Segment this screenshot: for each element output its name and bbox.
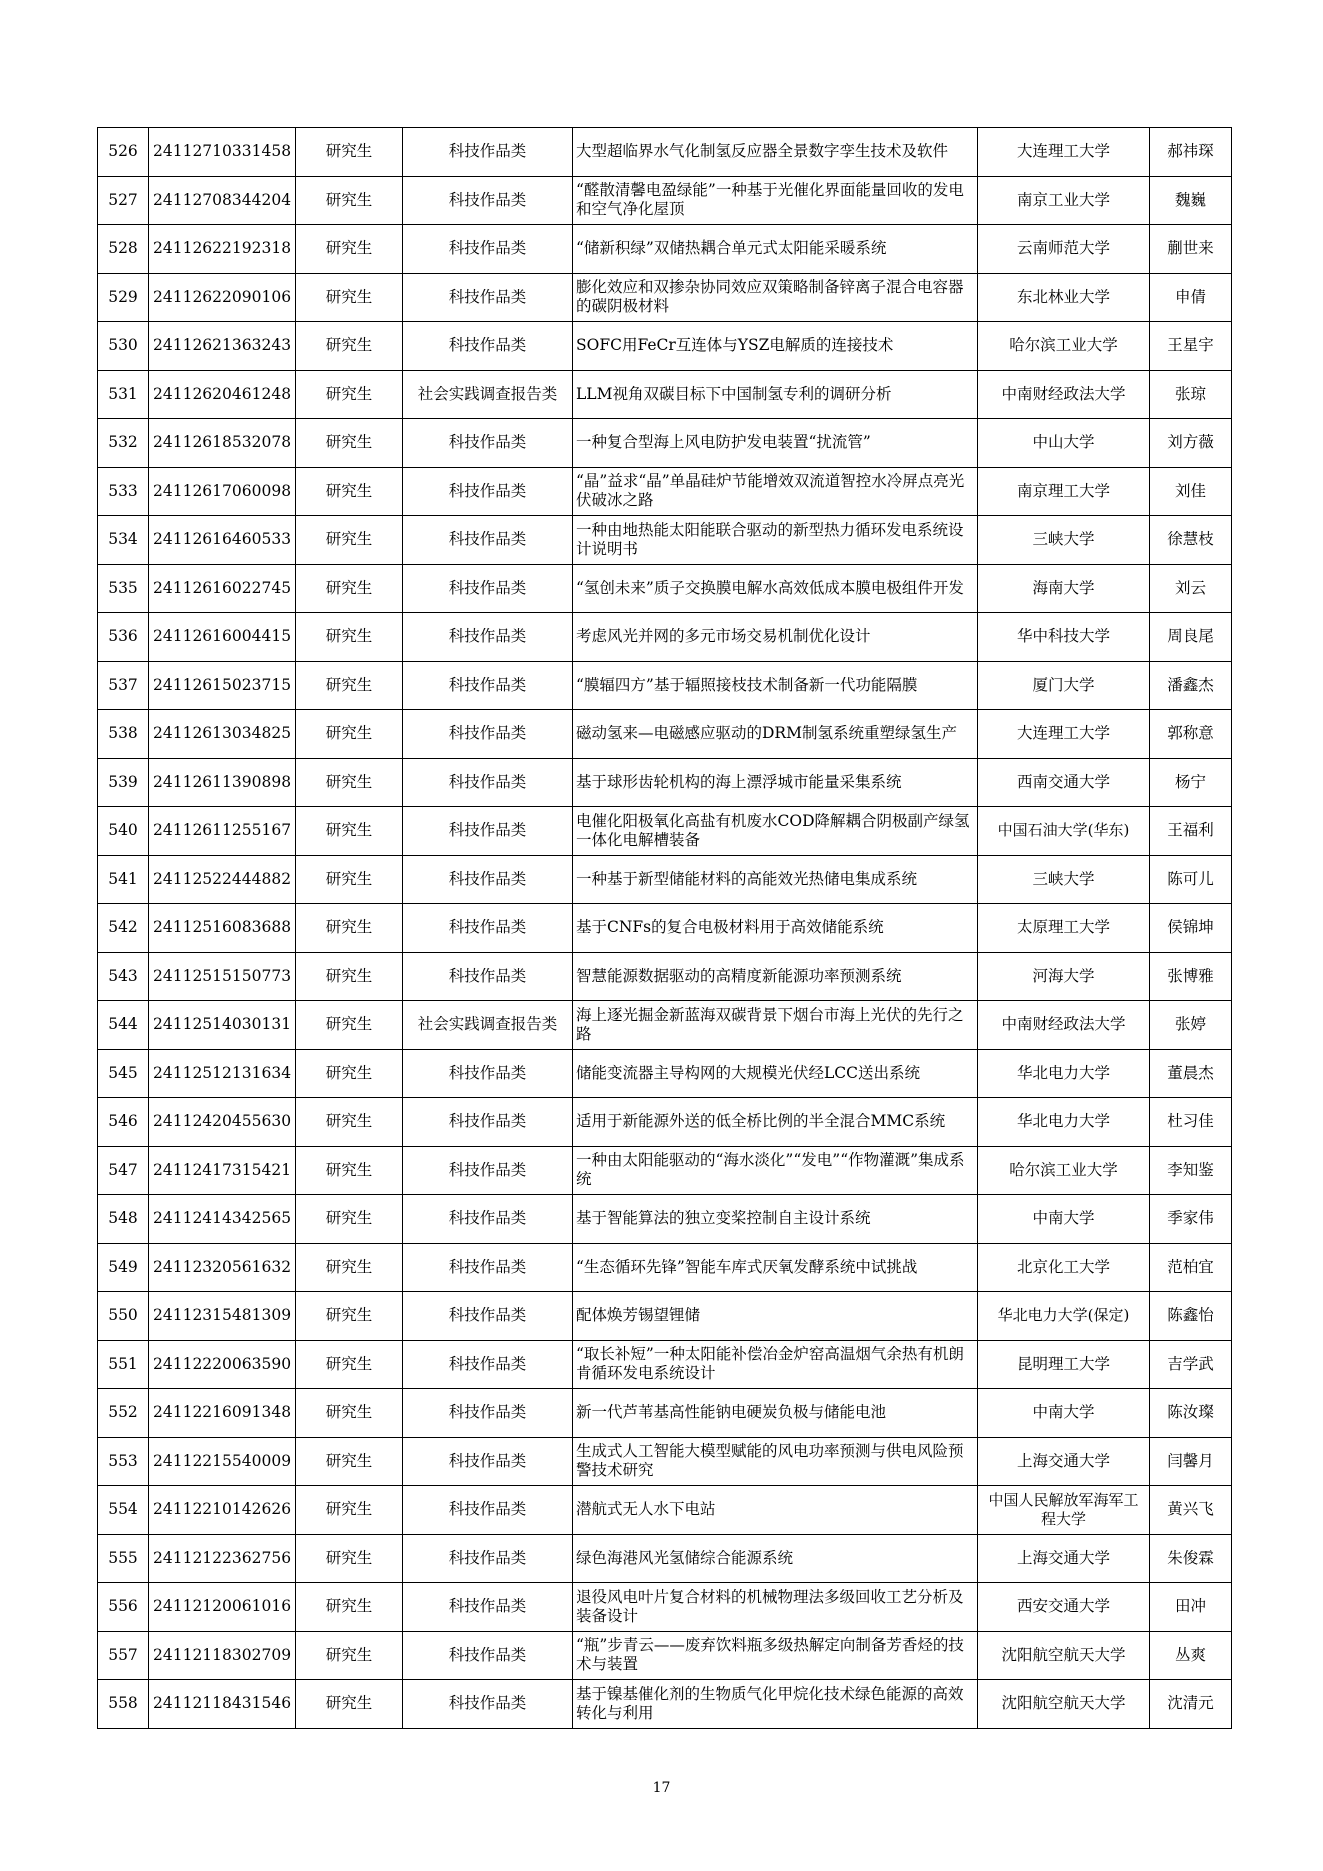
row-number-cell: 536 <box>98 613 149 662</box>
category-cell: 科技作品类 <box>403 1049 573 1098</box>
category-cell: 科技作品类 <box>403 1631 573 1680</box>
project-title-cell: 一种由太阳能驱动的“海水淡化”“发电”“作物灌溉”集成系统 <box>573 1146 978 1195</box>
table-row <box>98 1389 1232 1438</box>
row-number-cell: 550 <box>98 1292 149 1341</box>
school-cell: 大连理工大学 <box>978 128 1150 177</box>
level-cell: 研究生 <box>296 1631 403 1680</box>
row-number-cell: 542 <box>98 904 149 953</box>
table-row <box>98 1049 1232 1098</box>
level-cell: 研究生 <box>296 564 403 613</box>
leader-name-cell: 丛爽 <box>1150 1631 1232 1680</box>
leader-name-cell: 郝祎琛 <box>1150 128 1232 177</box>
row-number-cell: 539 <box>98 758 149 807</box>
school-cell: 中山大学 <box>978 419 1150 468</box>
school-cell: 云南师范大学 <box>978 225 1150 274</box>
table-row <box>98 176 1232 225</box>
table-row <box>98 1534 1232 1583</box>
leader-name-cell: 陈鑫怡 <box>1150 1292 1232 1341</box>
level-cell: 研究生 <box>296 1146 403 1195</box>
level-cell: 研究生 <box>296 807 403 856</box>
table-row <box>98 807 1232 856</box>
table-row <box>98 1583 1232 1632</box>
row-number-cell: 529 <box>98 273 149 322</box>
school-cell: 中国人民解放军海军工程大学 <box>978 1486 1150 1535</box>
leader-name-cell: 侯锦坤 <box>1150 904 1232 953</box>
leader-name-cell: 黄兴飞 <box>1150 1486 1232 1535</box>
school-cell: 沈阳航空航天大学 <box>978 1680 1150 1729</box>
project-title-cell: 考虑风光并网的多元市场交易机制优化设计 <box>573 613 978 662</box>
entry-code-cell: 24112118302709 <box>149 1631 296 1680</box>
leader-name-cell: 闫馨月 <box>1150 1437 1232 1486</box>
entry-code-cell: 24112516083688 <box>149 904 296 953</box>
school-cell: 上海交通大学 <box>978 1437 1150 1486</box>
school-cell: 西安交通大学 <box>978 1583 1150 1632</box>
school-cell: 中南财经政法大学 <box>978 370 1150 419</box>
project-title-cell: 新一代芦苇基高性能钠电硬炭负极与储能电池 <box>573 1389 978 1438</box>
category-cell: 科技作品类 <box>403 758 573 807</box>
leader-name-cell: 陈汝璨 <box>1150 1389 1232 1438</box>
level-cell: 研究生 <box>296 1534 403 1583</box>
leader-name-cell: 蒯世来 <box>1150 225 1232 274</box>
project-title-cell: 基于智能算法的独立变桨控制自主设计系统 <box>573 1195 978 1244</box>
category-cell: 科技作品类 <box>403 419 573 468</box>
project-title-cell: “膜辐四方”基于辐照接枝技术制备新一代功能隔膜 <box>573 661 978 710</box>
project-title-cell: SOFC用FeCr互连体与YSZ电解质的连接技术 <box>573 322 978 371</box>
leader-name-cell: 潘鑫杰 <box>1150 661 1232 710</box>
school-cell: 华北电力大学 <box>978 1049 1150 1098</box>
table-row <box>98 1243 1232 1292</box>
entry-code-cell: 24112611390898 <box>149 758 296 807</box>
project-title-cell: 绿色海港风光氢储综合能源系统 <box>573 1534 978 1583</box>
level-cell: 研究生 <box>296 419 403 468</box>
project-title-cell: “氢创未来”质子交换膜电解水高效低成本膜电极组件开发 <box>573 564 978 613</box>
school-cell: 中国石油大学(华东) <box>978 807 1150 856</box>
category-cell: 社会实践调查报告类 <box>403 1001 573 1050</box>
table-row <box>98 613 1232 662</box>
entry-code-cell: 24112118431546 <box>149 1680 296 1729</box>
level-cell: 研究生 <box>296 1389 403 1438</box>
row-number-cell: 528 <box>98 225 149 274</box>
school-cell: 大连理工大学 <box>978 710 1150 759</box>
school-cell: 南京工业大学 <box>978 176 1150 225</box>
level-cell: 研究生 <box>296 1098 403 1147</box>
entry-code-cell: 24112220063590 <box>149 1340 296 1389</box>
entry-code-cell: 24112710331458 <box>149 128 296 177</box>
category-cell: 科技作品类 <box>403 176 573 225</box>
level-cell: 研究生 <box>296 952 403 1001</box>
category-cell: 科技作品类 <box>403 1583 573 1632</box>
level-cell: 研究生 <box>296 176 403 225</box>
category-cell: 科技作品类 <box>403 710 573 759</box>
category-cell: 科技作品类 <box>403 467 573 516</box>
school-cell: 哈尔滨工业大学 <box>978 322 1150 371</box>
project-title-cell: “储新积绿”双储热耦合单元式太阳能采暖系统 <box>573 225 978 274</box>
entry-code-cell: 24112616022745 <box>149 564 296 613</box>
project-title-cell: 基于镍基催化剂的生物质气化甲烷化技术绿色能源的高效转化与利用 <box>573 1680 978 1729</box>
entry-code-cell: 24112620461248 <box>149 370 296 419</box>
project-title-cell: 电催化阳极氧化高盐有机废水COD降解耦合阴极副产绿氢一体化电解槽装备 <box>573 807 978 856</box>
level-cell: 研究生 <box>296 128 403 177</box>
project-title-cell: 大型超临界水气化制氢反应器全景数字孪生技术及软件 <box>573 128 978 177</box>
row-number-cell: 531 <box>98 370 149 419</box>
table-row <box>98 952 1232 1001</box>
row-number-cell: 548 <box>98 1195 149 1244</box>
leader-name-cell: 刘佳 <box>1150 467 1232 516</box>
category-cell: 社会实践调查报告类 <box>403 370 573 419</box>
leader-name-cell: 周良尾 <box>1150 613 1232 662</box>
category-cell: 科技作品类 <box>403 952 573 1001</box>
leader-name-cell: 郭称意 <box>1150 710 1232 759</box>
category-cell: 科技作品类 <box>403 322 573 371</box>
row-number-cell: 553 <box>98 1437 149 1486</box>
row-number-cell: 535 <box>98 564 149 613</box>
level-cell: 研究生 <box>296 467 403 516</box>
table-row <box>98 322 1232 371</box>
school-cell: 厦门大学 <box>978 661 1150 710</box>
leader-name-cell: 刘云 <box>1150 564 1232 613</box>
category-cell: 科技作品类 <box>403 225 573 274</box>
table-row <box>98 855 1232 904</box>
school-cell: 华北电力大学 <box>978 1098 1150 1147</box>
school-cell: 哈尔滨工业大学 <box>978 1146 1150 1195</box>
level-cell: 研究生 <box>296 273 403 322</box>
entry-code-cell: 24112708344204 <box>149 176 296 225</box>
row-number-cell: 555 <box>98 1534 149 1583</box>
entry-code-cell: 24112414342565 <box>149 1195 296 1244</box>
table-row <box>98 419 1232 468</box>
table-row <box>98 1195 1232 1244</box>
row-number-cell: 551 <box>98 1340 149 1389</box>
table-row <box>98 128 1232 177</box>
leader-name-cell: 张琼 <box>1150 370 1232 419</box>
category-cell: 科技作品类 <box>403 661 573 710</box>
row-number-cell: 540 <box>98 807 149 856</box>
entry-code-cell: 24112120061016 <box>149 1583 296 1632</box>
row-number-cell: 556 <box>98 1583 149 1632</box>
school-cell: 上海交通大学 <box>978 1534 1150 1583</box>
table-row <box>98 1146 1232 1195</box>
table-row <box>98 467 1232 516</box>
category-cell: 科技作品类 <box>403 1146 573 1195</box>
level-cell: 研究生 <box>296 661 403 710</box>
leader-name-cell: 徐慧枝 <box>1150 516 1232 565</box>
category-cell: 科技作品类 <box>403 128 573 177</box>
entry-code-cell: 24112216091348 <box>149 1389 296 1438</box>
row-number-cell: 541 <box>98 855 149 904</box>
school-cell: 三峡大学 <box>978 516 1150 565</box>
table-row <box>98 1001 1232 1050</box>
row-number-cell: 552 <box>98 1389 149 1438</box>
level-cell: 研究生 <box>296 1049 403 1098</box>
school-cell: 中南财经政法大学 <box>978 1001 1150 1050</box>
table-row <box>98 661 1232 710</box>
level-cell: 研究生 <box>296 1680 403 1729</box>
level-cell: 研究生 <box>296 1583 403 1632</box>
project-title-cell: “醛散清馨电盈绿能”一种基于光催化界面能量回收的发电和空气净化屋顶 <box>573 176 978 225</box>
project-title-cell: 膨化效应和双掺杂协同效应双策略制备锌离子混合电容器的碳阴极材料 <box>573 273 978 322</box>
school-cell: 中南大学 <box>978 1389 1150 1438</box>
entry-code-cell: 24112417315421 <box>149 1146 296 1195</box>
leader-name-cell: 吉学武 <box>1150 1340 1232 1389</box>
level-cell: 研究生 <box>296 855 403 904</box>
leader-name-cell: 朱俊霖 <box>1150 1534 1232 1583</box>
category-cell: 科技作品类 <box>403 1534 573 1583</box>
project-title-cell: 基于CNFs的复合电极材料用于高效储能系统 <box>573 904 978 953</box>
table-row <box>98 516 1232 565</box>
level-cell: 研究生 <box>296 1437 403 1486</box>
leader-name-cell: 王福利 <box>1150 807 1232 856</box>
leader-name-cell: 季家伟 <box>1150 1195 1232 1244</box>
leader-name-cell: 范柏宜 <box>1150 1243 1232 1292</box>
level-cell: 研究生 <box>296 1243 403 1292</box>
level-cell: 研究生 <box>296 710 403 759</box>
leader-name-cell: 李知鉴 <box>1150 1146 1232 1195</box>
school-cell: 华北电力大学(保定) <box>978 1292 1150 1341</box>
leader-name-cell: 陈可儿 <box>1150 855 1232 904</box>
project-title-cell: 海上逐光掘金新蓝海双碳背景下烟台市海上光伏的先行之路 <box>573 1001 978 1050</box>
entry-code-cell: 24112210142626 <box>149 1486 296 1535</box>
category-cell: 科技作品类 <box>403 564 573 613</box>
entry-code-cell: 24112522444882 <box>149 855 296 904</box>
row-number-cell: 546 <box>98 1098 149 1147</box>
school-cell: 北京化工大学 <box>978 1243 1150 1292</box>
entry-code-cell: 24112615023715 <box>149 661 296 710</box>
leader-name-cell: 杨宁 <box>1150 758 1232 807</box>
project-title-cell: 磁动氢来—电磁感应驱动的DRM制氢系统重塑绿氢生产 <box>573 710 978 759</box>
table-body <box>98 128 1232 1729</box>
leader-name-cell: 申倩 <box>1150 273 1232 322</box>
entry-code-cell: 24112420455630 <box>149 1098 296 1147</box>
entry-code-cell: 24112611255167 <box>149 807 296 856</box>
category-cell: 科技作品类 <box>403 1243 573 1292</box>
row-number-cell: 549 <box>98 1243 149 1292</box>
school-cell: 太原理工大学 <box>978 904 1150 953</box>
table-row <box>98 710 1232 759</box>
leader-name-cell: 田冲 <box>1150 1583 1232 1632</box>
category-cell: 科技作品类 <box>403 273 573 322</box>
entry-code-cell: 24112315481309 <box>149 1292 296 1341</box>
table-row <box>98 1437 1232 1486</box>
project-title-cell: 适用于新能源外送的低全桥比例的半全混合MMC系统 <box>573 1098 978 1147</box>
level-cell: 研究生 <box>296 1195 403 1244</box>
level-cell: 研究生 <box>296 516 403 565</box>
table-row <box>98 225 1232 274</box>
table-row <box>98 273 1232 322</box>
level-cell: 研究生 <box>296 225 403 274</box>
category-cell: 科技作品类 <box>403 1340 573 1389</box>
project-title-cell: 智慧能源数据驱动的高精度新能源功率预测系统 <box>573 952 978 1001</box>
level-cell: 研究生 <box>296 322 403 371</box>
leader-name-cell: 董晨杰 <box>1150 1049 1232 1098</box>
project-title-cell: 一种复合型海上风电防护发电装置“扰流管” <box>573 419 978 468</box>
table-row <box>98 564 1232 613</box>
row-number-cell: 547 <box>98 1146 149 1195</box>
project-title-cell: 配体焕芳锡望锂储 <box>573 1292 978 1341</box>
table-row <box>98 1631 1232 1680</box>
school-cell: 西南交通大学 <box>978 758 1150 807</box>
entry-code-cell: 24112621363243 <box>149 322 296 371</box>
table-row <box>98 370 1232 419</box>
entry-code-cell: 24112622192318 <box>149 225 296 274</box>
row-number-cell: 537 <box>98 661 149 710</box>
project-title-cell: “生态循环先锋”智能车库式厌氧发酵系统中试挑战 <box>573 1243 978 1292</box>
row-number-cell: 554 <box>98 1486 149 1535</box>
project-title-cell: 基于球形齿轮机构的海上漂浮城市能量采集系统 <box>573 758 978 807</box>
row-number-cell: 532 <box>98 419 149 468</box>
leader-name-cell: 王星宇 <box>1150 322 1232 371</box>
category-cell: 科技作品类 <box>403 1486 573 1535</box>
row-number-cell: 534 <box>98 516 149 565</box>
category-cell: 科技作品类 <box>403 1389 573 1438</box>
project-title-cell: 退役风电叶片复合材料的机械物理法多级回收工艺分析及装备设计 <box>573 1583 978 1632</box>
leader-name-cell: 张婷 <box>1150 1001 1232 1050</box>
entry-code-cell: 24112617060098 <box>149 467 296 516</box>
row-number-cell: 538 <box>98 710 149 759</box>
school-cell: 东北林业大学 <box>978 273 1150 322</box>
school-cell: 中南大学 <box>978 1195 1150 1244</box>
project-title-cell: 潜航式无人水下电站 <box>573 1486 978 1535</box>
project-title-cell: 一种由地热能太阳能联合驱动的新型热力循环发电系统设计说明书 <box>573 516 978 565</box>
entry-code-cell: 24112515150773 <box>149 952 296 1001</box>
table-row <box>98 1486 1232 1535</box>
row-number-cell: 557 <box>98 1631 149 1680</box>
table-row <box>98 1098 1232 1147</box>
category-cell: 科技作品类 <box>403 904 573 953</box>
level-cell: 研究生 <box>296 1001 403 1050</box>
entry-code-cell: 24112622090106 <box>149 273 296 322</box>
row-number-cell: 558 <box>98 1680 149 1729</box>
results-table-wrapper <box>97 127 1231 1729</box>
table-row <box>98 1292 1232 1341</box>
row-number-cell: 544 <box>98 1001 149 1050</box>
leader-name-cell: 张博雅 <box>1150 952 1232 1001</box>
entry-code-cell: 24112320561632 <box>149 1243 296 1292</box>
entry-code-cell: 24112616460533 <box>149 516 296 565</box>
school-cell: 河海大学 <box>978 952 1150 1001</box>
entry-code-cell: 24112613034825 <box>149 710 296 759</box>
school-cell: 南京理工大学 <box>978 467 1150 516</box>
project-title-cell: “晶”益求“晶”单晶硅炉节能增效双流道智控水冷屏点亮光伏破冰之路 <box>573 467 978 516</box>
entry-code-cell: 24112215540009 <box>149 1437 296 1486</box>
level-cell: 研究生 <box>296 1292 403 1341</box>
category-cell: 科技作品类 <box>403 855 573 904</box>
row-number-cell: 526 <box>98 128 149 177</box>
leader-name-cell: 杜习佳 <box>1150 1098 1232 1147</box>
entry-code-cell: 24112616004415 <box>149 613 296 662</box>
row-number-cell: 545 <box>98 1049 149 1098</box>
category-cell: 科技作品类 <box>403 1292 573 1341</box>
level-cell: 研究生 <box>296 1340 403 1389</box>
project-title-cell: 储能变流器主导构网的大规模光伏经LCC送出系统 <box>573 1049 978 1098</box>
table-row <box>98 904 1232 953</box>
project-title-cell: 生成式人工智能大模型赋能的风电功率预测与供电风险预警技术研究 <box>573 1437 978 1486</box>
project-title-cell: 一种基于新型储能材料的高能效光热储电集成系统 <box>573 855 978 904</box>
level-cell: 研究生 <box>296 370 403 419</box>
project-title-cell: “取长补短”一种太阳能补偿冶金炉窑高温烟气余热有机朗肯循环发电系统设计 <box>573 1340 978 1389</box>
level-cell: 研究生 <box>296 1486 403 1535</box>
category-cell: 科技作品类 <box>403 1195 573 1244</box>
row-number-cell: 530 <box>98 322 149 371</box>
level-cell: 研究生 <box>296 613 403 662</box>
table-row <box>98 1680 1232 1729</box>
entry-code-cell: 24112512131634 <box>149 1049 296 1098</box>
category-cell: 科技作品类 <box>403 1437 573 1486</box>
school-cell: 华中科技大学 <box>978 613 1150 662</box>
school-cell: 昆明理工大学 <box>978 1340 1150 1389</box>
entry-code-cell: 24112618532078 <box>149 419 296 468</box>
level-cell: 研究生 <box>296 758 403 807</box>
project-title-cell: “瓶”步青云——废弃饮料瓶多级热解定向制备芳香烃的技术与装置 <box>573 1631 978 1680</box>
page-number: 17 <box>652 1780 671 1796</box>
row-number-cell: 533 <box>98 467 149 516</box>
entry-code-cell: 24112122362756 <box>149 1534 296 1583</box>
school-cell: 三峡大学 <box>978 855 1150 904</box>
row-number-cell: 527 <box>98 176 149 225</box>
leader-name-cell: 魏巍 <box>1150 176 1232 225</box>
category-cell: 科技作品类 <box>403 1680 573 1729</box>
row-number-cell: 543 <box>98 952 149 1001</box>
entry-code-cell: 24112514030131 <box>149 1001 296 1050</box>
category-cell: 科技作品类 <box>403 807 573 856</box>
category-cell: 科技作品类 <box>403 1098 573 1147</box>
leader-name-cell: 沈清元 <box>1150 1680 1232 1729</box>
table-row <box>98 758 1232 807</box>
category-cell: 科技作品类 <box>403 516 573 565</box>
school-cell: 沈阳航空航天大学 <box>978 1631 1150 1680</box>
results-table <box>97 127 1232 1729</box>
table-row <box>98 1340 1232 1389</box>
level-cell: 研究生 <box>296 904 403 953</box>
school-cell: 海南大学 <box>978 564 1150 613</box>
project-title-cell: LLM视角双碳目标下中国制氢专利的调研分析 <box>573 370 978 419</box>
leader-name-cell: 刘方薇 <box>1150 419 1232 468</box>
category-cell: 科技作品类 <box>403 613 573 662</box>
